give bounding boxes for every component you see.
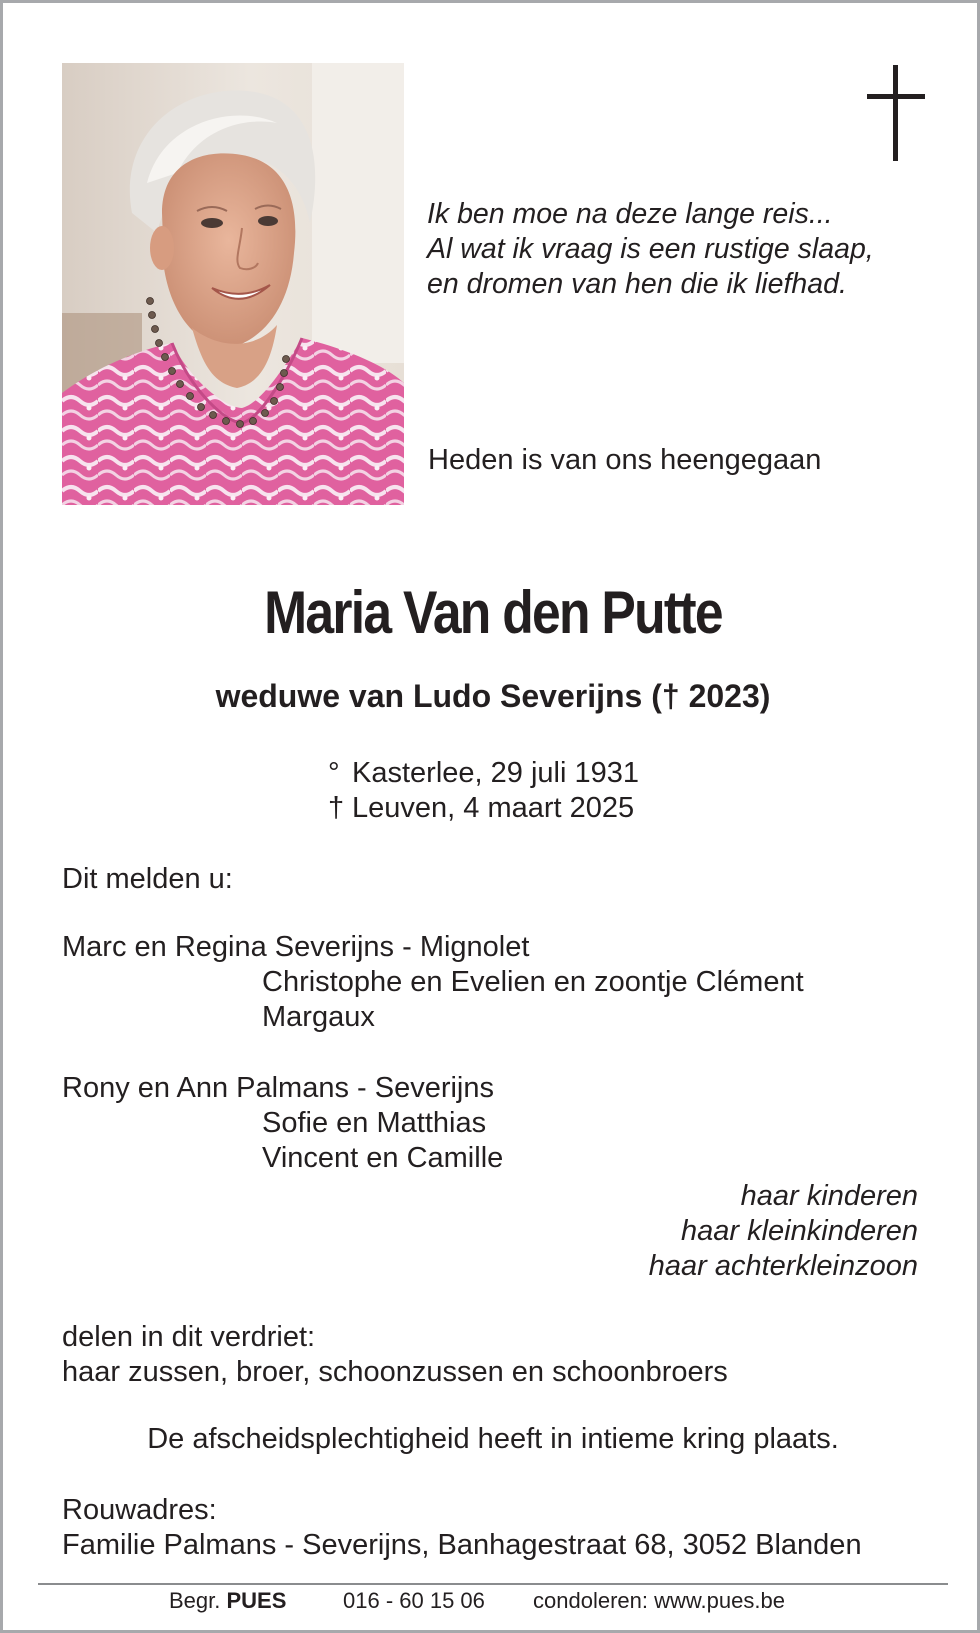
sharing-text: haar zussen, broer, schoonzussen en schoonbroers — [62, 1356, 728, 1388]
role-line: haar achterkleinzoon — [648, 1250, 918, 1282]
ceremony-text: De afscheidsplechtigheid heeft in intieme kring plaats. — [147, 1423, 839, 1455]
grandchild-line: Sofie en Matthias — [262, 1107, 487, 1139]
family-roles — [649, 1179, 918, 1284]
family-group — [62, 930, 804, 1035]
death-line — [328, 791, 639, 826]
verse — [427, 197, 874, 302]
child-line: Marc en Regina Severijns - Mignolet — [62, 931, 530, 963]
grandchild-line: Margaux — [262, 1001, 375, 1033]
undertaker-prefix: Begr. — [169, 1588, 221, 1613]
condolences-link[interactable]: condoleren: www.pues.be — [533, 1588, 785, 1613]
verse-line: Al wat ik vraag is een rustige slaap, — [427, 233, 874, 265]
grandchild-line: Vincent en Camille — [262, 1142, 504, 1174]
spouse-line: weduwe van Ludo Severijns († 2023) — [215, 678, 771, 714]
sharing-block — [62, 1320, 728, 1390]
intro-text: Heden is van ons heengegaan — [428, 444, 822, 476]
cross-icon — [867, 65, 925, 161]
address-heading: Rouwadres: — [62, 1494, 217, 1526]
family-group — [62, 1071, 503, 1176]
role-line: haar kinderen — [740, 1180, 918, 1212]
announcers-heading: Dit melden u: — [62, 863, 233, 895]
undertaker — [169, 1588, 286, 1614]
footer-divider — [38, 1583, 948, 1585]
verse-line: Ik ben moe na deze lange reis... — [427, 198, 833, 230]
death-symbol: † — [328, 792, 345, 824]
death-text: Leuven, 4 maart 2025 — [352, 792, 635, 824]
birth-line — [328, 756, 639, 791]
birth-symbol: ° — [328, 757, 340, 789]
deceased-name: Maria Van den Putte — [264, 579, 722, 646]
address-block — [62, 1493, 862, 1563]
verse-line: en dromen van hen die ik liefhad. — [427, 268, 847, 300]
undertaker-name: PUES — [226, 1588, 287, 1613]
sharing-heading: delen in dit verdriet: — [62, 1321, 316, 1353]
phone-number: 016 - 60 15 06 — [343, 1588, 485, 1613]
life-dates — [328, 756, 639, 826]
role-line: haar kleinkinderen — [681, 1215, 918, 1247]
portrait-photo — [62, 63, 404, 505]
birth-text: Kasterlee, 29 juli 1931 — [352, 757, 639, 789]
grandchild-line: Christophe en Evelien en zoontje Clément — [262, 966, 804, 998]
address-text: Familie Palmans - Severijns, Banhagestraat 68, 3052 Blanden — [62, 1529, 862, 1561]
child-line: Rony en Ann Palmans - Severijns — [62, 1072, 494, 1104]
